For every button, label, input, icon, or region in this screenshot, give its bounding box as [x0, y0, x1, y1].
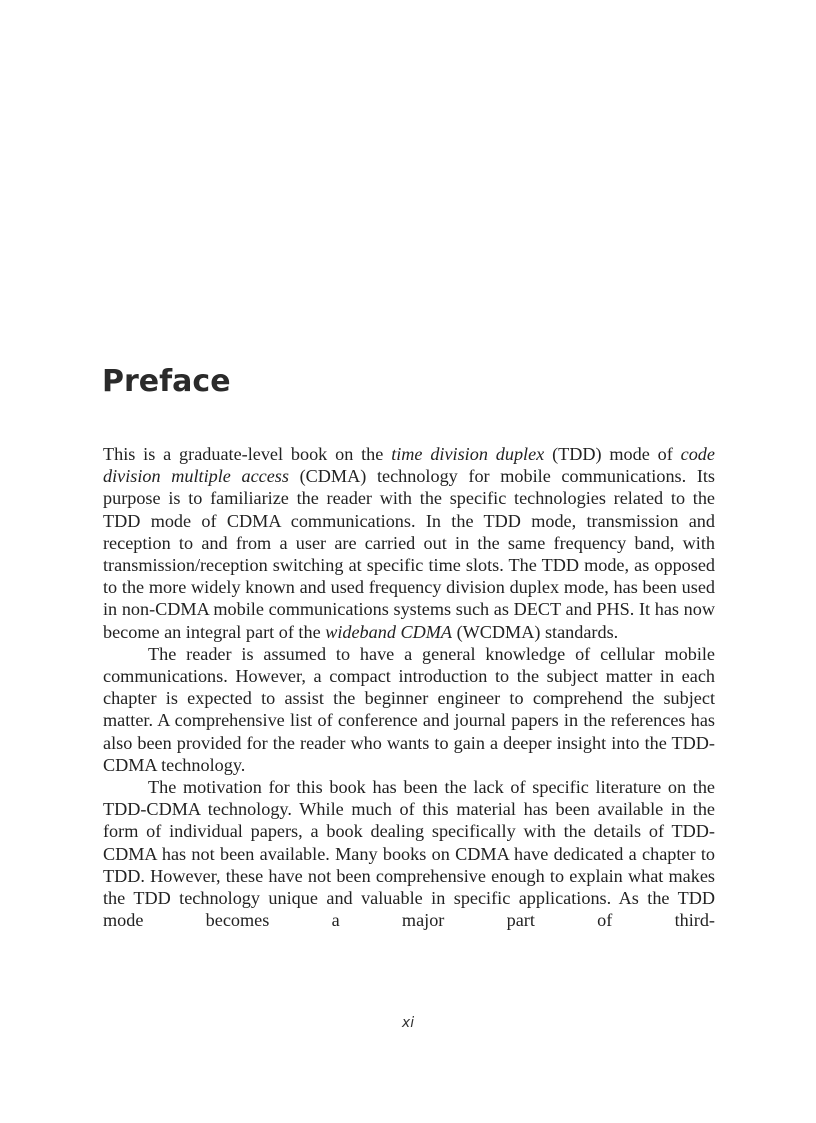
paragraph-intro-text-4: (WCDMA) standards. [452, 621, 619, 642]
paragraph-intro-text-3: (CDMA) technology for mobile communications. Its purpose is to familiarize the reader with the specific technologies related to the TDD mode of CDMA communications. In the TDD mode, transmission and reception to and from a user are carried out in the same frequency band, with transmission/reception switching at specific time slots. The TDD mode, as opposed to the more widely known and used frequency division duplex mode, has been used in non-CDMA mobile communications systems such as DECT and PHS. It has now become an integral part of the [103, 466, 716, 642]
paragraph-intro-text-1: This is a graduate-level book on the [103, 444, 392, 464]
preface-body [103, 443, 715, 931]
paragraph-motivation: The motivation for this book has been the lack of specific literature on the TDD-CDMA technology. While much of this material has been available in the form of individual papers, a book dealing specifically with the details of TDD-CDMA has not been available. Many books on CDMA have dedicated a chapter to TDD. However, these have not been comprehensive enough to explain what makes the TDD technology unique and valuable in specific applications. As the TDD mode becomes a major part of third- [103, 777, 715, 931]
paragraph-reader-assumptions: The reader is assumed to have a general knowledge of cellular mobile communications. However, a compact introduction to the subject matter in each chapter is expected to assist the beginner engineer to comprehend the subject matter. A comprehensive list of conference and journal papers in the references has also been provided for the reader who wants to gain a deeper insight into the TDD-CDMA technology. [103, 643, 715, 775]
term-time-division-duplex: time division duplex [391, 444, 545, 464]
term-wideband-cdma: wideband CDMA [325, 621, 453, 642]
paragraph-intro [103, 443, 715, 643]
page-number: xi [401, 1015, 415, 1031]
term-code-division-multiple-access: code division multiple access [103, 444, 715, 487]
paragraph-intro-text-2: (TDD) mode of [544, 444, 681, 464]
chapter-title: Preface [102, 364, 231, 399]
